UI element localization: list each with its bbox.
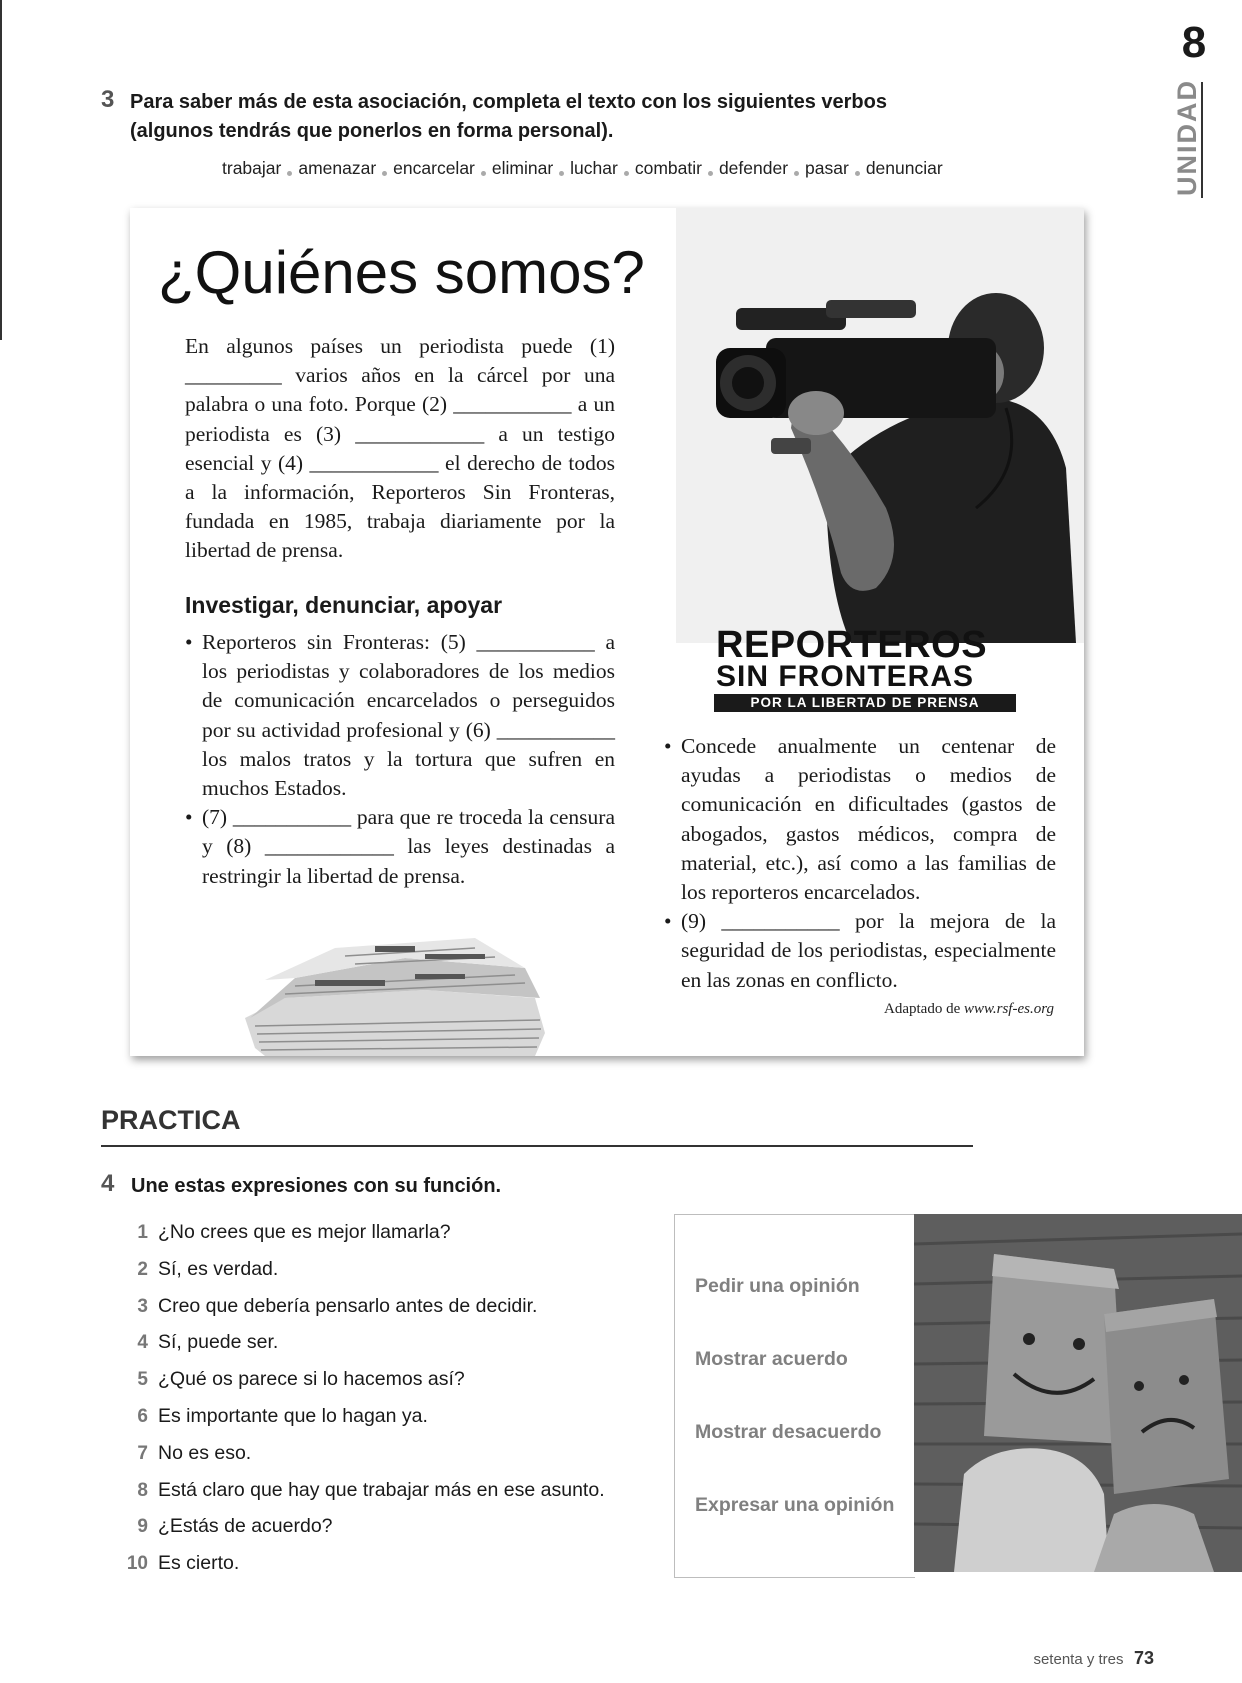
separator-dot xyxy=(624,171,629,176)
exercise-3-instruction-line1: Para saber más de esta asociación, completa el texto con los siguientes verbos xyxy=(130,91,887,113)
function-label: Expresar una opinión xyxy=(695,1494,895,1516)
verb: defender xyxy=(718,158,789,178)
newspapers-photo xyxy=(225,898,565,1056)
separator-dot xyxy=(708,171,713,176)
page-number-words: setenta y tres xyxy=(1033,1651,1124,1668)
rsf-logo xyxy=(714,624,1018,714)
verb: pasar xyxy=(805,158,849,178)
function-label: Pedir una opinión xyxy=(695,1275,860,1297)
margin-rule xyxy=(0,0,2,340)
verb: eliminar xyxy=(491,158,554,178)
page-footer xyxy=(1033,1648,1154,1669)
credit-prefix: Adaptado de xyxy=(884,1001,961,1017)
list-item: 7 No es eso. xyxy=(137,1441,252,1464)
list-item: • Reporteros sin Fronteras: (5) ___________ a los periodistas y colaboradores de los medios de comunicación encarcelados o perseguidos por su actividad profesional y (6) ___________ los malos tratos y la tortura que sufren en muchos Estados. xyxy=(185,628,615,803)
expression-list xyxy=(110,1214,605,1582)
camera-operator-illustration xyxy=(676,208,1084,643)
list-item: 2 Sí, es verdad. xyxy=(137,1257,279,1280)
list-item: • Concede anualmente un centenar de ayudas a periodistas o medios de comunicación en dificultades (gastos de abogados, gastos médicos, compra de material, etc.), así como a las familias de los reporteros encarcelados. xyxy=(664,732,1056,907)
list-item: 6 Es importante que lo hagan ya. xyxy=(137,1404,428,1427)
exercise-3-instruction-line2: (algunos tendrás que ponerlos en forma personal). xyxy=(130,120,614,142)
article-card xyxy=(130,208,1084,1056)
list-item: • (7) ___________ para que re troceda la censura y (8) ____________ las leyes destinadas a restringir la libertad de prensa. xyxy=(185,803,615,891)
function-label: Mostrar desacuerdo xyxy=(695,1421,882,1443)
article-subheading: Investigar, denunciar, apoyar xyxy=(185,592,503,618)
exercise-4-number: 4 xyxy=(101,1170,115,1197)
logo-tagline: POR LA LIBERTAD DE PRENSA xyxy=(750,695,980,710)
paper-bag-masks-photo xyxy=(914,1214,1242,1572)
list-item: 8 Está claro que hay que trabajar más en ese asunto. xyxy=(137,1478,605,1501)
section-rule xyxy=(101,1145,973,1147)
right-bullet-list xyxy=(664,732,1056,995)
paper-bag-masks-illustration xyxy=(914,1214,1242,1572)
list-item: 10 Es cierto. xyxy=(126,1552,240,1575)
verb: amenazar xyxy=(298,158,377,178)
left-bullet-list xyxy=(185,628,615,891)
verb: denunciar xyxy=(865,158,943,178)
verb-list xyxy=(222,158,943,179)
unit-number: 8 xyxy=(1181,18,1207,67)
separator-dot xyxy=(855,171,860,176)
list-item: 5 ¿Qué os parece si lo hacemos así? xyxy=(137,1368,465,1391)
list-item: 9 ¿Estás de acuerdo? xyxy=(137,1515,333,1538)
credit-source: www.rsf-es.org xyxy=(963,1001,1054,1017)
exercise-3-number: 3 xyxy=(101,86,115,113)
list-item: 1 ¿No crees que es mejor llamarla? xyxy=(137,1221,451,1243)
separator-dot xyxy=(794,171,799,176)
list-item: • (9) ___________ por la mejora de la seguridad de los periodistas, especialmente en las zonas en conflicto. xyxy=(664,907,1056,995)
unit-tab xyxy=(1168,0,1242,200)
page-number: 73 xyxy=(1133,1648,1154,1668)
verb: luchar xyxy=(570,158,618,178)
logo-text-line2: SIN FRONTERAS xyxy=(716,660,975,693)
separator-dot xyxy=(287,171,292,176)
article-intro-paragraph: En algunos países un periodista puede (1) _________ varios años en la cárcel por una palabra o una foto. Porque (2) ___________ a un periodista es (3) ____________ a un testigo esencial y (4) ____________ el derecho de todos a la información, Reporteros Sin Fronteras, fundada en 1985, trabaja diariamente por la libertad de prensa. xyxy=(185,334,615,563)
section-title: PRACTICA xyxy=(101,1105,241,1135)
function-label: Mostrar acuerdo xyxy=(695,1348,848,1370)
functions-box xyxy=(674,1214,915,1578)
separator-dot xyxy=(481,171,486,176)
logo-text-line1: REPORTEROS xyxy=(716,624,988,666)
list-item: 4 Sí, puede ser. xyxy=(137,1331,279,1354)
article-title: ¿Quiénes somos? xyxy=(158,239,645,306)
exercise-4-instruction: Une estas expresiones con su función. xyxy=(131,1175,502,1197)
verb: trabajar xyxy=(222,158,282,178)
separator-dot xyxy=(559,171,564,176)
verb: encarcelar xyxy=(393,158,475,178)
article-credit xyxy=(884,1001,1054,1018)
unit-label: UNIDAD xyxy=(1172,79,1202,196)
camera-operator-photo xyxy=(676,208,1084,643)
separator-dot xyxy=(382,171,387,176)
verb: combatir xyxy=(634,158,702,178)
list-item: 3 Creo que debería pensarlo antes de decidir. xyxy=(137,1294,538,1317)
newspapers-illustration xyxy=(225,898,565,1056)
